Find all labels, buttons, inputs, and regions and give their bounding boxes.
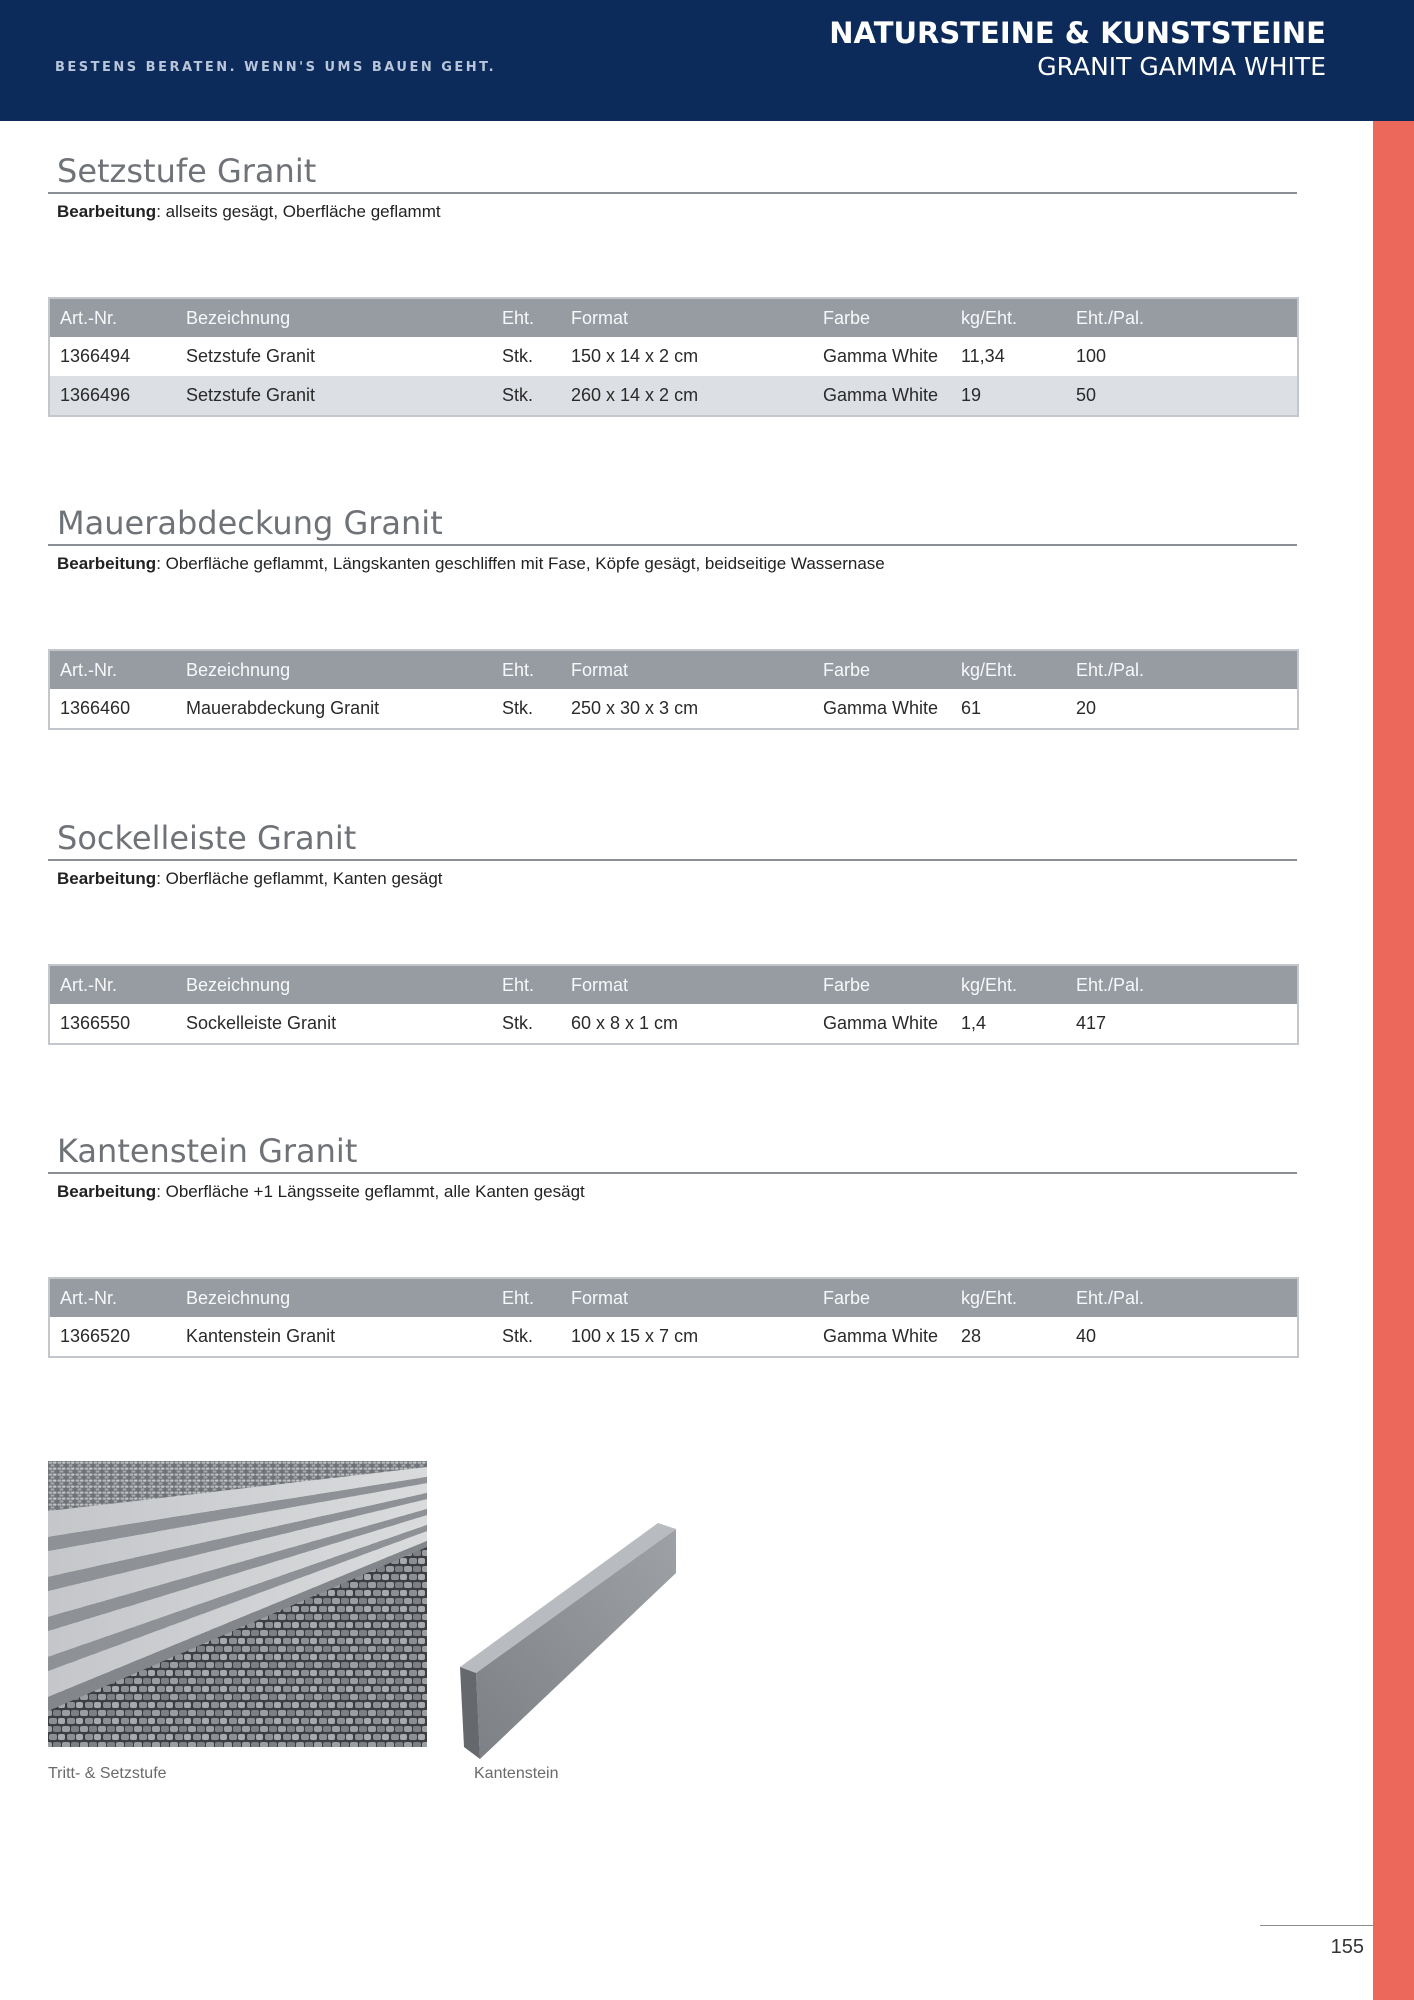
- col-kg-eht: kg/Eht.: [951, 650, 1066, 689]
- processing-text: : allseits gesägt, Oberfläche geflammt: [156, 202, 441, 221]
- tagline: BESTENS BERATEN. WENN'S UMS BAUEN GEHT.: [55, 60, 497, 75]
- col-eht: Eht.: [492, 650, 561, 689]
- image-caption: Tritt- & Setzstufe: [48, 1765, 167, 1782]
- col-eht-pal: Eht./Pal.: [1066, 1278, 1298, 1317]
- cell-format: 150 x 14 x 2 cm: [561, 337, 813, 376]
- cell-bezeichnung: Sockelleiste Granit: [176, 1004, 492, 1044]
- col-eht-pal: Eht./Pal.: [1066, 298, 1298, 337]
- processing-note: [48, 200, 1297, 224]
- page-subtitle: GRANIT GAMMA WHITE: [1037, 52, 1326, 81]
- table-row: [49, 689, 1298, 729]
- col-bezeichnung: Bezeichnung: [176, 965, 492, 1004]
- cell-kg-eht: 28: [951, 1317, 1066, 1357]
- col-format: Format: [561, 650, 813, 689]
- table-row: [49, 337, 1298, 376]
- col-kg-eht: kg/Eht.: [951, 1278, 1066, 1317]
- col-kg-eht: kg/Eht.: [951, 965, 1066, 1004]
- cell-bezeichnung: Setzstufe Granit: [176, 376, 492, 416]
- processing-label: Bearbeitung: [57, 1182, 157, 1201]
- col-farbe: Farbe: [813, 298, 951, 337]
- stairs-photo: [48, 1461, 427, 1747]
- col-farbe: Farbe: [813, 965, 951, 1004]
- processing-label: Bearbeitung: [57, 869, 157, 888]
- cell-eht: Stk.: [492, 1317, 561, 1357]
- cell-format: 250 x 30 x 3 cm: [561, 689, 813, 729]
- col-art-nr: Art.-Nr.: [49, 298, 176, 337]
- section-title: Sockelleiste Granit: [48, 817, 1297, 861]
- cell-bezeichnung: Mauerabdeckung Granit: [176, 689, 492, 729]
- cell-format: 60 x 8 x 1 cm: [561, 1004, 813, 1044]
- col-format: Format: [561, 298, 813, 337]
- table-header-row: [49, 965, 1298, 1004]
- cell-farbe: Gamma White: [813, 1317, 951, 1357]
- processing-note: [48, 1180, 1297, 1204]
- section-title: Mauerabdeckung Granit: [48, 502, 1297, 546]
- cell-art-nr: 1366520: [49, 1317, 176, 1357]
- cell-kg-eht: 11,34: [951, 337, 1066, 376]
- section-setzstufe: [48, 150, 1297, 417]
- section-title: Kantenstein Granit: [48, 1130, 1297, 1174]
- col-eht-pal: Eht./Pal.: [1066, 650, 1298, 689]
- cell-eht-pal: 50: [1066, 376, 1298, 416]
- cell-eht-pal: 40: [1066, 1317, 1298, 1357]
- section-sockelleiste: [48, 817, 1297, 1045]
- col-farbe: Farbe: [813, 1278, 951, 1317]
- col-bezeichnung: Bezeichnung: [176, 650, 492, 689]
- page-title: NATURSTEINE & KUNSTSTEINE: [829, 16, 1326, 50]
- cell-eht: Stk.: [492, 376, 561, 416]
- product-table: [48, 964, 1299, 1045]
- cell-eht-pal: 417: [1066, 1004, 1298, 1044]
- image-caption: Kantenstein: [474, 1765, 559, 1782]
- processing-label: Bearbeitung: [57, 202, 157, 221]
- col-format: Format: [561, 1278, 813, 1317]
- col-eht: Eht.: [492, 1278, 561, 1317]
- col-art-nr: Art.-Nr.: [49, 965, 176, 1004]
- cell-kg-eht: 61: [951, 689, 1066, 729]
- cell-farbe: Gamma White: [813, 1004, 951, 1044]
- section-kantenstein: [48, 1130, 1297, 1358]
- processing-text: : Oberfläche +1 Längsseite geflammt, alle Kanten gesägt: [156, 1182, 585, 1201]
- col-format: Format: [561, 965, 813, 1004]
- table-row: [49, 1317, 1298, 1357]
- col-farbe: Farbe: [813, 650, 951, 689]
- col-art-nr: Art.-Nr.: [49, 650, 176, 689]
- table-row: [49, 376, 1298, 416]
- accent-stripe: [1373, 121, 1414, 2000]
- cell-kg-eht: 19: [951, 376, 1066, 416]
- processing-text: : Oberfläche geflammt, Längskanten geschliffen mit Fase, Köpfe gesägt, beidseitige Wassernase: [156, 554, 885, 573]
- cell-farbe: Gamma White: [813, 337, 951, 376]
- product-table: [48, 297, 1299, 417]
- col-art-nr: Art.-Nr.: [49, 1278, 176, 1317]
- table-row: [49, 1004, 1298, 1044]
- col-eht: Eht.: [492, 298, 561, 337]
- processing-label: Bearbeitung: [57, 554, 157, 573]
- page-number: 155: [1330, 1936, 1364, 1958]
- page-number-rule: [1260, 1925, 1373, 1926]
- cell-eht-pal: 100: [1066, 337, 1298, 376]
- processing-note: [48, 867, 1297, 891]
- col-eht: Eht.: [492, 965, 561, 1004]
- cell-eht: Stk.: [492, 689, 561, 729]
- cell-eht-pal: 20: [1066, 689, 1298, 729]
- cell-art-nr: 1366550: [49, 1004, 176, 1044]
- section-mauerabdeckung: [48, 502, 1297, 730]
- cell-format: 260 x 14 x 2 cm: [561, 376, 813, 416]
- table-header-row: [49, 298, 1298, 337]
- col-bezeichnung: Bezeichnung: [176, 298, 492, 337]
- table-header-row: [49, 1278, 1298, 1317]
- cell-bezeichnung: Kantenstein Granit: [176, 1317, 492, 1357]
- header-band: [0, 0, 1414, 121]
- section-title: Setzstufe Granit: [48, 150, 1297, 194]
- col-bezeichnung: Bezeichnung: [176, 1278, 492, 1317]
- cell-eht: Stk.: [492, 1004, 561, 1044]
- col-eht-pal: Eht./Pal.: [1066, 965, 1298, 1004]
- curb-stone-photo: [446, 1441, 746, 1761]
- cell-bezeichnung: Setzstufe Granit: [176, 337, 492, 376]
- processing-text: : Oberfläche geflammt, Kanten gesägt: [156, 869, 443, 888]
- cell-eht: Stk.: [492, 337, 561, 376]
- processing-note: [48, 552, 1297, 576]
- product-table: [48, 649, 1299, 730]
- product-table: [48, 1277, 1299, 1358]
- table-header-row: [49, 650, 1298, 689]
- col-kg-eht: kg/Eht.: [951, 298, 1066, 337]
- cell-art-nr: 1366494: [49, 337, 176, 376]
- cell-kg-eht: 1,4: [951, 1004, 1066, 1044]
- cell-art-nr: 1366496: [49, 376, 176, 416]
- cell-farbe: Gamma White: [813, 376, 951, 416]
- cell-art-nr: 1366460: [49, 689, 176, 729]
- cell-farbe: Gamma White: [813, 689, 951, 729]
- cell-format: 100 x 15 x 7 cm: [561, 1317, 813, 1357]
